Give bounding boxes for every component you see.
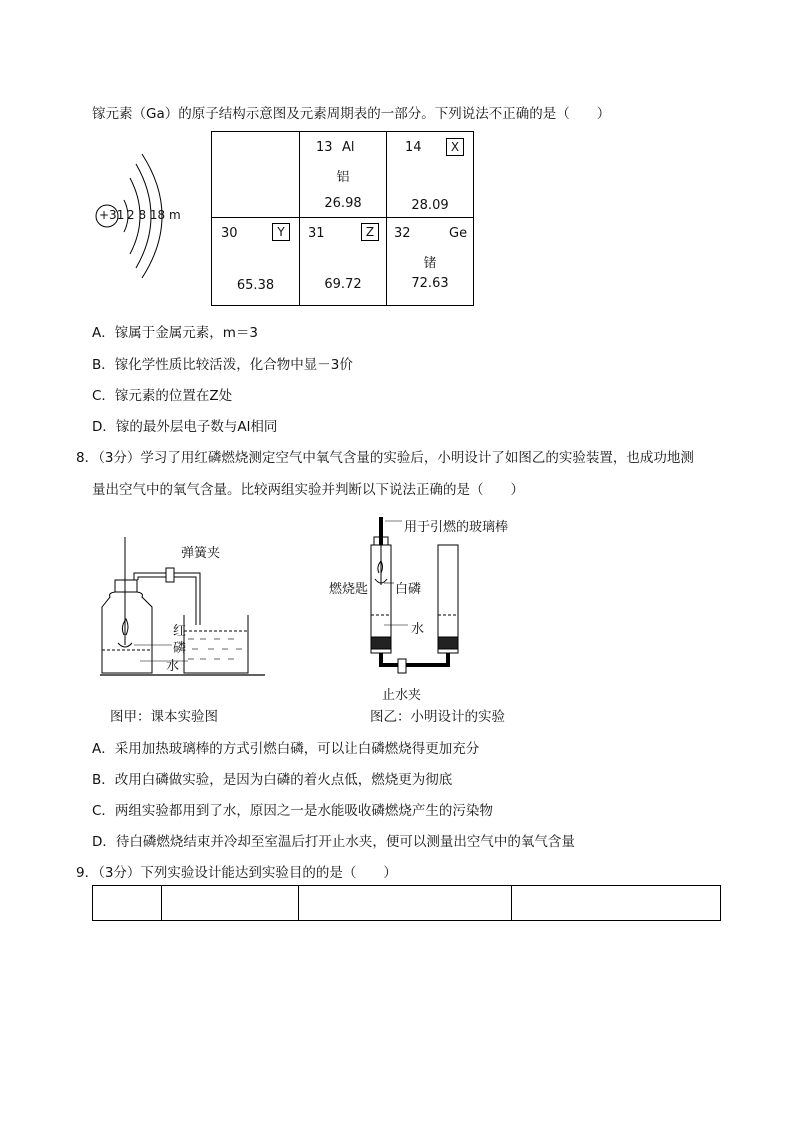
figure-a-caption: 图甲：课本实验图 xyxy=(110,709,218,725)
figure-a-red-label: 红 xyxy=(173,624,187,639)
figure-a-phosphorus-label: 磷 xyxy=(173,641,187,656)
q7-option-c: C．镓元素的位置在Z处 xyxy=(92,388,233,404)
q8-option-c: C．两组实验都用到了水，原因之一是水能吸收磷燃烧产生的污染物 xyxy=(92,803,493,819)
pt-cell-ge: 32 Ge 锗 72.63 xyxy=(387,218,474,306)
pt-cell-y: 30 Y 65.38 xyxy=(212,218,300,306)
unknown-x-box: X xyxy=(446,138,464,156)
q9-table xyxy=(92,885,721,921)
q9-stem: 9．（3分）下列实验设计能达到实验目的的是（ ） xyxy=(76,865,397,881)
q7-stem: 镓元素（Ga）的原子结构示意图及元素周期表的一部分。下列说法不正确的是（ ） xyxy=(92,106,611,122)
q8-option-a: A．采用加热玻璃棒的方式引燃白磷，可以让白磷燃烧得更加充分 xyxy=(92,741,480,757)
figure-b-white-p-label: 白磷 xyxy=(395,582,422,597)
periodic-table-fragment xyxy=(211,131,474,306)
pt-cell-z: 31 Z 69.72 xyxy=(300,218,387,306)
q9-table-cell xyxy=(299,886,512,921)
pt-cell-al: 13 Al 铝 26.98 xyxy=(300,132,387,218)
q8-stem-line2: 量出空气中的氧气含量。比较两组实验并判断以下说法正确的是（ ） xyxy=(92,482,524,498)
q9-table-cell xyxy=(512,886,721,921)
figure-b-apparatus xyxy=(360,515,470,685)
figure-b-clamp-label: 止水夹 xyxy=(382,688,422,703)
q8-option-b: B．改用白磷做实验，是因为白磷的着火点低，燃烧更为彻底 xyxy=(92,772,453,788)
q8-stem-line1: 8．（3分）学习了用红磷燃烧测定空气中氧气含量的实验后，小明设计了如图乙的实验装置，也成功地测 xyxy=(76,450,694,466)
figure-b-rod-label: 用于引燃的玻璃棒 xyxy=(404,520,509,535)
q7-option-b: B．镓化学性质比较活泼，化合物中显－3价 xyxy=(92,357,353,373)
figure-b-spoon-label: 燃烧匙 xyxy=(329,582,369,597)
q7-option-d: D．镓的最外层电子数与Al相同 xyxy=(92,419,278,435)
pt-cell-empty xyxy=(212,132,300,218)
atom-nucleus: +31 xyxy=(99,208,125,222)
figure-a-clip-label: 弹簧夹 xyxy=(181,546,221,561)
atom-shells: 2 8 18 m xyxy=(127,208,181,222)
unknown-z-box: Z xyxy=(361,223,379,241)
q7-option-a: A．镓属于金属元素，m＝3 xyxy=(92,325,258,341)
figure-b-water-label: 水 xyxy=(411,622,425,637)
figure-a-water-label: 水 xyxy=(166,659,180,674)
unknown-y-box: Y xyxy=(272,223,290,241)
q8-option-d: D．待白磷燃烧结束并冷却至室温后打开止水夹，便可以测量出空气中的氧气含量 xyxy=(92,834,575,850)
q9-table-cell xyxy=(93,886,162,921)
figure-b-caption: 图乙：小明设计的实验 xyxy=(370,709,505,725)
q9-table-cell xyxy=(162,886,299,921)
pt-cell-x: 14 X 28.09 xyxy=(387,132,474,218)
